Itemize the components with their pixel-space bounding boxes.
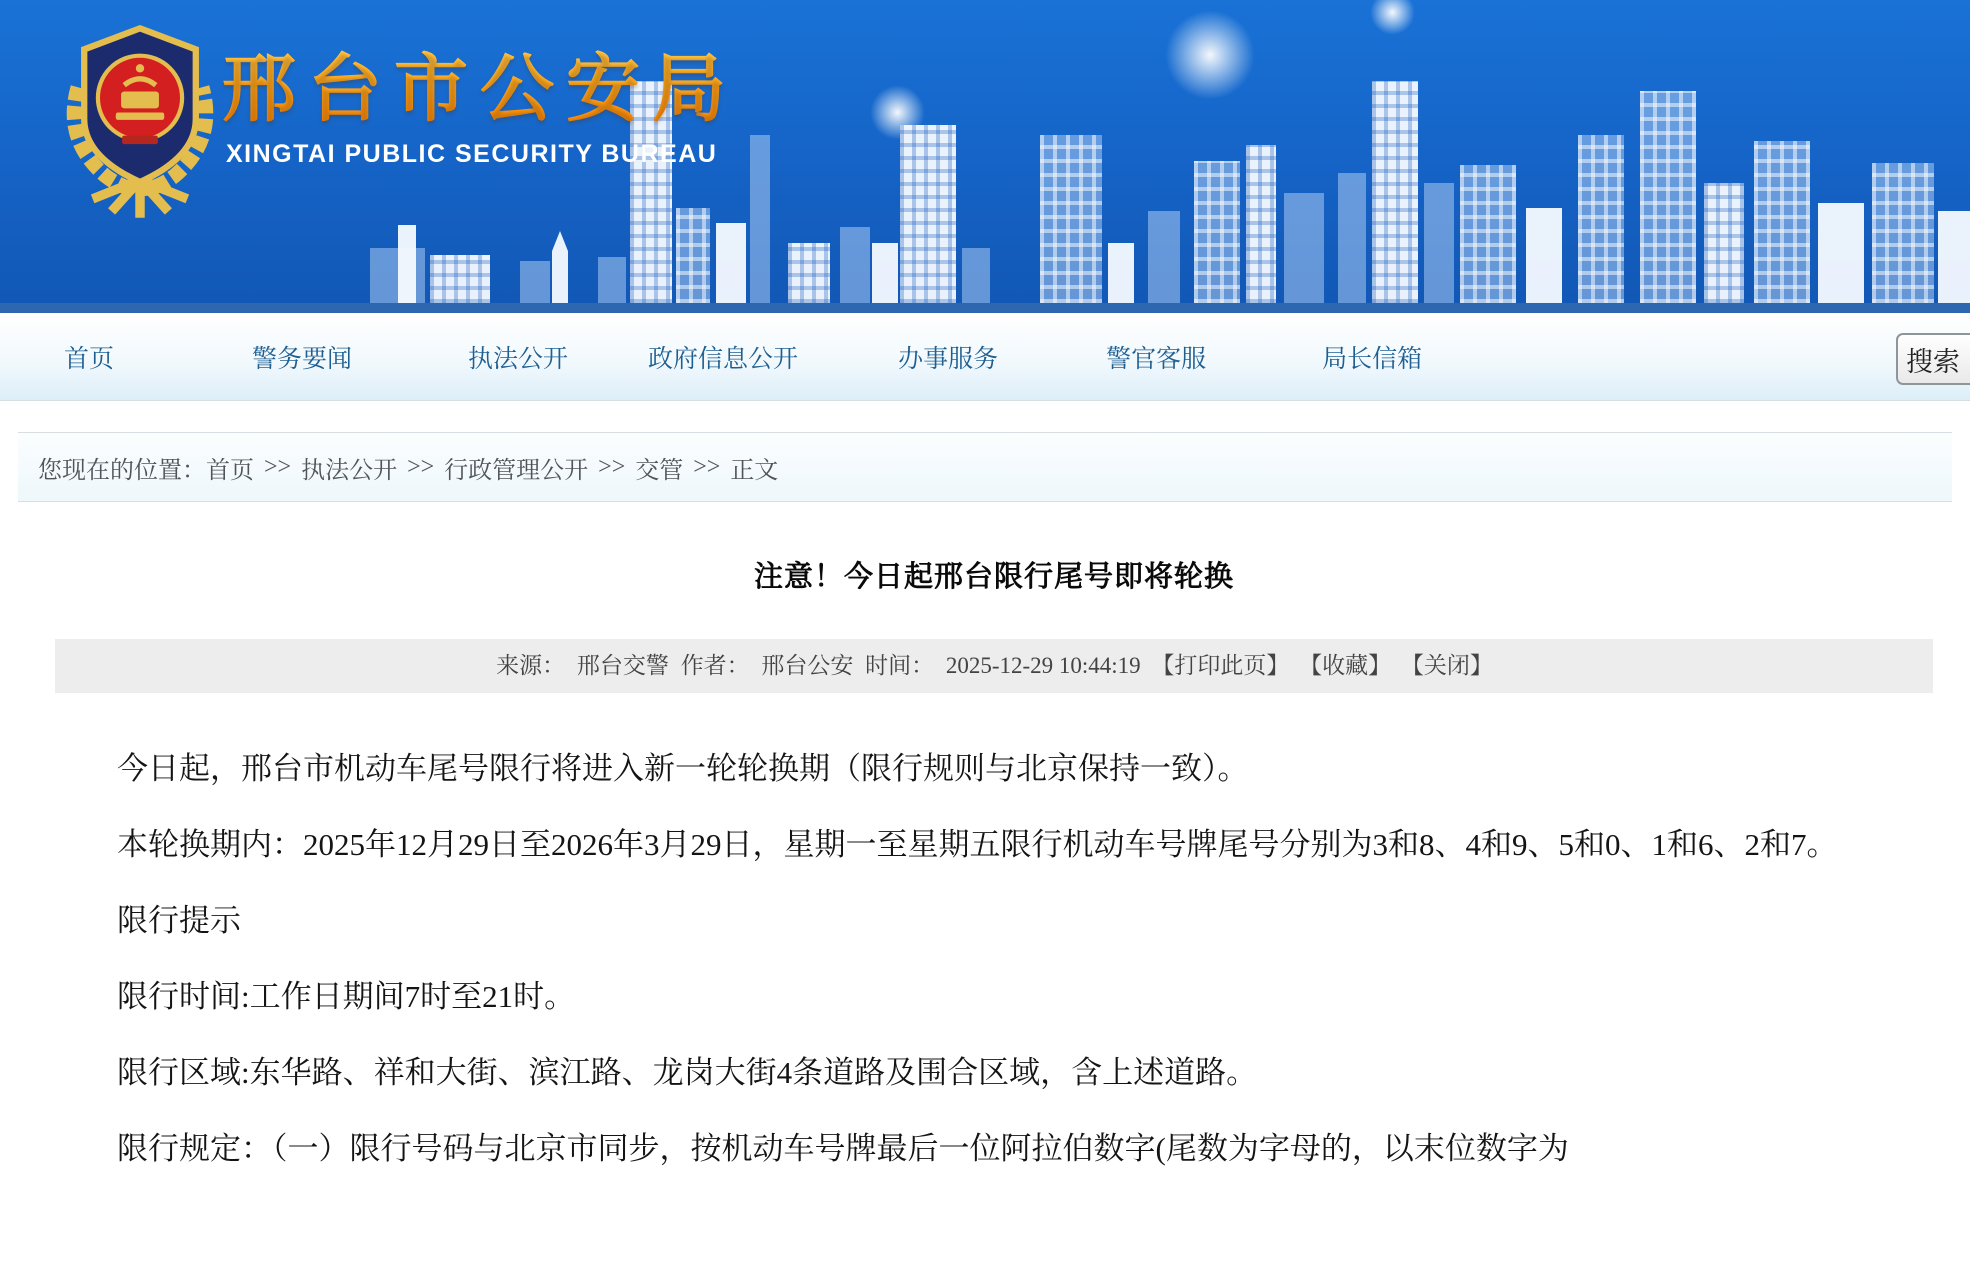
- article-title: 注意！今日起邢台限行尾号即将轮换: [753, 561, 1234, 593]
- breadcrumb-admin[interactable]: 行政管理公开: [444, 457, 589, 484]
- breadcrumb-law[interactable]: 执法公开: [301, 457, 398, 484]
- paragraph-intro: 今日起，邢台市机动车尾号限行将进入新一轮轮换期（限行规则与北京保持一致）。: [117, 751, 1249, 786]
- article: [55, 502, 1933, 1187]
- nav-item-news[interactable]: 警务要闻: [252, 344, 353, 373]
- building-silhouette: [1338, 173, 1366, 303]
- paragraph-rotation: 本轮换期内：2025年12月29日至2026年3月29日，星期一至星期五限行机动车号牌尾号分别为3和8、4和9、5和0、1和6、2和7。: [117, 827, 1838, 862]
- building-silhouette: [1040, 135, 1102, 303]
- site-subtitle: XINGTAI PUBLIC SECURITY BUREAU: [226, 140, 718, 168]
- building-silhouette: [1372, 81, 1418, 303]
- building-silhouette: [1872, 163, 1934, 303]
- nav-item-gov-info[interactable]: 政府信息公开: [648, 344, 799, 373]
- paragraph-area: 限行区域:东华路、祥和大街、滨江路、龙岗大街4条道路及围合区域，含上述道路。: [117, 1055, 1258, 1090]
- building-silhouette: [872, 243, 898, 303]
- meta-author-label: 作者：: [680, 653, 750, 678]
- building-silhouette: [598, 257, 626, 303]
- building-silhouette: [552, 231, 568, 303]
- search-button[interactable]: 搜索: [1896, 333, 1970, 385]
- nav-items: [0, 313, 1970, 400]
- building-silhouette: [676, 208, 710, 303]
- building-silhouette: [716, 223, 746, 303]
- building-silhouette: [1424, 183, 1454, 303]
- breadcrumb-current: 正文: [730, 457, 779, 484]
- building-silhouette: [900, 125, 956, 303]
- meta-time-value: 2025-12-29 10:44:19: [945, 653, 1141, 678]
- light-glow: [1370, 0, 1415, 35]
- nav-item-home[interactable]: 首页: [64, 344, 115, 373]
- building-silhouette: [1818, 203, 1864, 303]
- article-meta-bar: [55, 639, 1933, 693]
- article-body: [55, 731, 1933, 1187]
- nav-item-support[interactable]: 警官客服: [1106, 344, 1207, 373]
- breadcrumb: [18, 432, 1952, 502]
- building-silhouette: [1704, 183, 1744, 303]
- meta-source-value: 邢台交警: [576, 653, 669, 678]
- police-badge-icon: [60, 22, 220, 222]
- building-silhouette: [840, 227, 870, 303]
- site-title: 邢台市公安局: [222, 30, 738, 136]
- building-silhouette: [1460, 165, 1516, 303]
- header-banner: [0, 0, 1970, 313]
- breadcrumb-label: 您现在的位置：: [38, 457, 206, 484]
- building-silhouette: [750, 135, 770, 303]
- building-silhouette: [1194, 161, 1240, 303]
- breadcrumb-separator: >>: [264, 453, 292, 480]
- close-button[interactable]: 【关闭】: [1400, 653, 1493, 678]
- building-silhouette: [1526, 208, 1562, 303]
- building-silhouette: [1108, 243, 1134, 303]
- building-silhouette: [1578, 135, 1624, 303]
- building-silhouette: [1284, 193, 1324, 303]
- building-silhouette: [1148, 211, 1180, 303]
- favorite-button[interactable]: 【收藏】: [1299, 653, 1392, 678]
- building-silhouette: [962, 248, 990, 303]
- breadcrumb-separator: >>: [598, 453, 626, 480]
- building-silhouette: [398, 225, 416, 303]
- breadcrumb-traffic[interactable]: 交管: [635, 457, 684, 484]
- paragraph-time: 限行时间:工作日期间7时至21时。: [117, 979, 576, 1014]
- breadcrumb-separator: >>: [693, 453, 721, 480]
- breadcrumb-home[interactable]: 首页: [206, 457, 254, 484]
- building-silhouette: [430, 255, 490, 303]
- meta-author-value: 邢台公安: [761, 653, 854, 678]
- main-nav: [0, 313, 1970, 401]
- nav-item-mailbox[interactable]: 局长信箱: [1322, 344, 1423, 373]
- meta-time-label: 时间：: [865, 653, 935, 678]
- paragraph-tips-heading: 限行提示: [117, 903, 241, 938]
- building-silhouette: [788, 243, 830, 303]
- breadcrumb-separator: >>: [407, 453, 435, 480]
- nav-item-law[interactable]: 执法公开: [468, 344, 569, 373]
- nav-item-services[interactable]: 办事服务: [898, 344, 999, 373]
- print-page-button[interactable]: 【打印此页】: [1151, 653, 1290, 678]
- building-silhouette: [520, 261, 550, 303]
- meta-source-label: 来源：: [496, 653, 566, 678]
- building-silhouette: [1640, 91, 1696, 303]
- building-silhouette: [1246, 145, 1276, 303]
- paragraph-rules: 限行规定：（一）限行号码与北京市同步，按机动车号牌最后一位阿拉伯数字(尾数为字母的，以末位数字为: [117, 1131, 1569, 1166]
- building-silhouette: [1754, 141, 1810, 303]
- building-silhouette: [1938, 211, 1970, 303]
